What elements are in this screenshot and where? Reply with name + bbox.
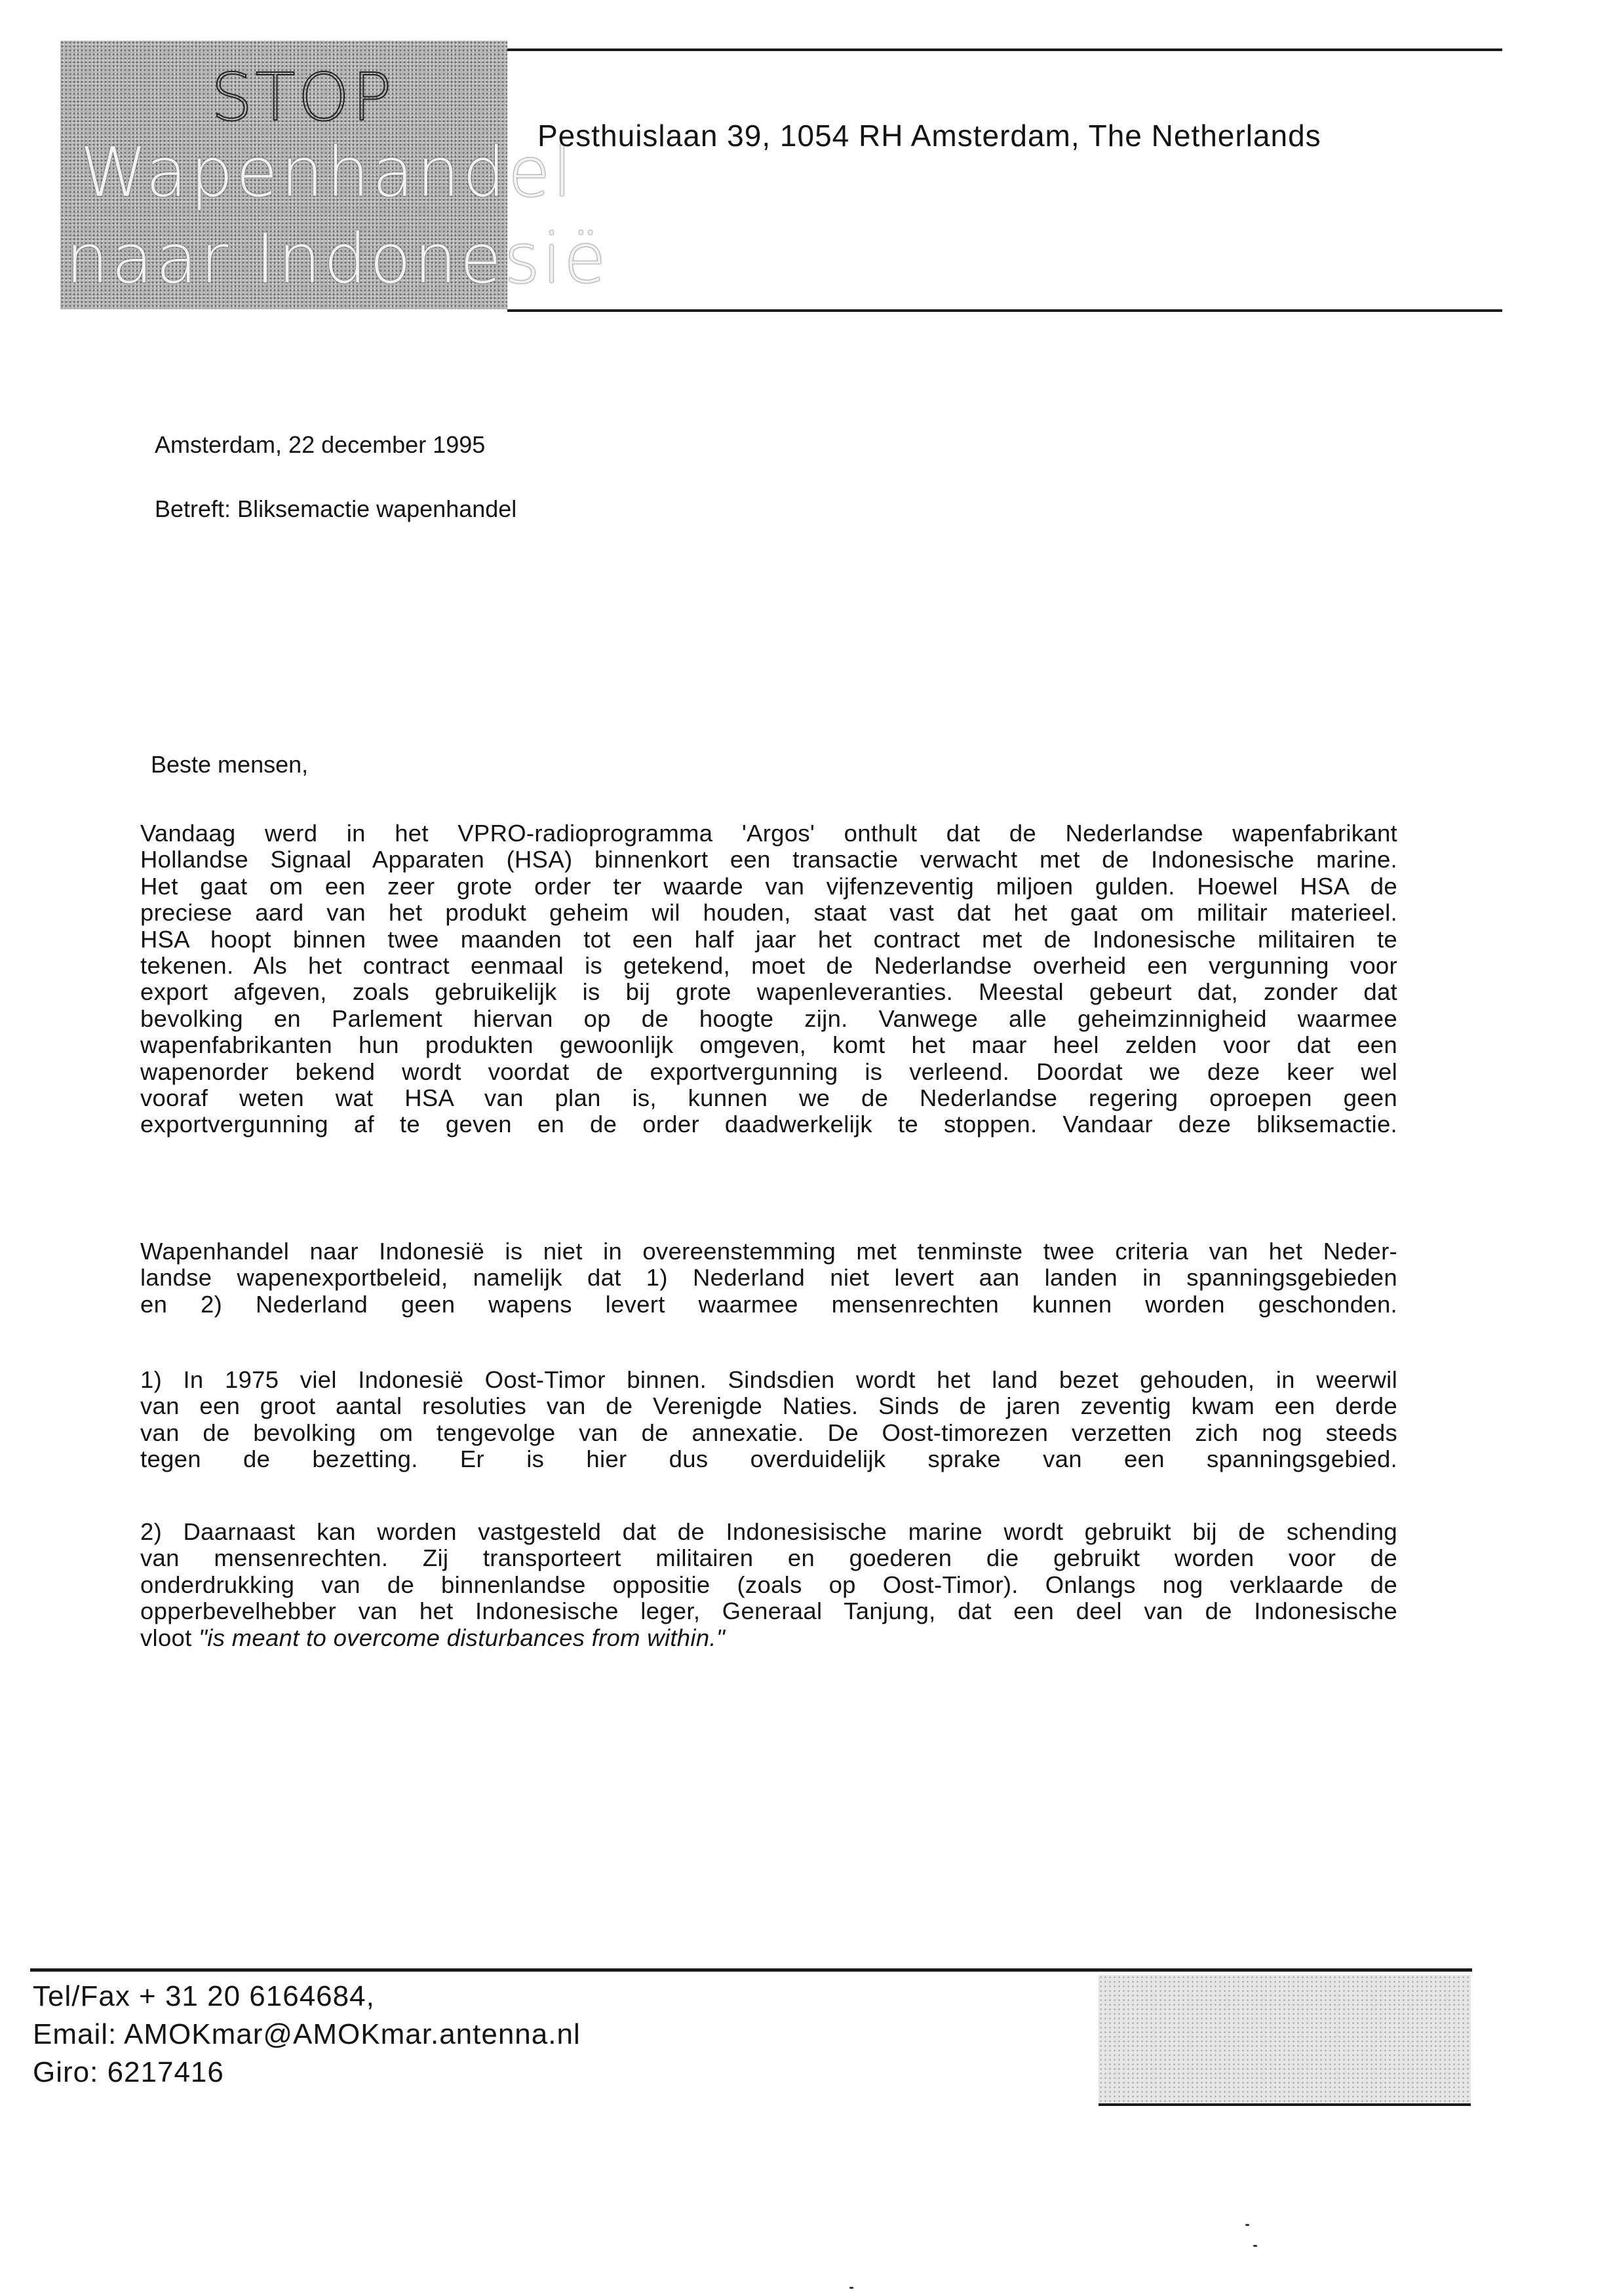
footer-giro: Giro: 6217416 bbox=[33, 2056, 224, 2088]
header-bottom-rule bbox=[507, 309, 1502, 312]
header-address: Pesthuislaan 39, 1054 RH Amsterdam, The Netherlands bbox=[537, 119, 1321, 153]
text-line: export afgeven, zoals gebruikelijk is bij grote wapenleveranties. Meestal gebeurt dat, zonder dat bbox=[140, 978, 1397, 1006]
scan-speck bbox=[1245, 2224, 1249, 2226]
footer-rule bbox=[30, 1968, 1472, 1972]
letter-date: Amsterdam, 22 december 1995 bbox=[155, 431, 486, 458]
body-paragraph-3 bbox=[140, 1367, 1397, 1473]
logo-line-wapenhandel: Wapenhandel bbox=[80, 132, 575, 212]
footer-halftone-block bbox=[1099, 1975, 1471, 2103]
text-line: wapenfabrikanten hun produkten gewoonlijk omgeven, komt het maar heel zelden voor dat een bbox=[140, 1031, 1397, 1059]
text-line: vooraf weten wat HSA van plan is, kunnen we de Nederlandse regering oproepen geen bbox=[140, 1084, 1397, 1112]
logo-line-indonesie: naar Indonesië bbox=[66, 219, 609, 299]
scan-speck bbox=[849, 2287, 853, 2289]
text-line: van een groot aantal resoluties van de Verenigde Naties. Sinds de jaren zeventig kwam een derde bbox=[140, 1392, 1397, 1420]
organization-logo bbox=[60, 41, 609, 309]
text-line: Hollandse Signaal Apparaten (HSA) binnenkort een transactie verwacht met de Indonesische marine. bbox=[140, 846, 1397, 873]
text-line: exportvergunning af te geven en de order daadwerkelijk te stoppen. Vandaar deze bliksemactie. bbox=[140, 1111, 1397, 1138]
footer-bottom-rule bbox=[1099, 2103, 1471, 2106]
letter-salutation: Beste mensen, bbox=[151, 751, 309, 778]
logo-line-stop: STOP bbox=[211, 59, 395, 136]
body-paragraph-1 bbox=[140, 820, 1397, 1138]
text-line-final bbox=[140, 1625, 1397, 1651]
footer-contact bbox=[33, 1978, 581, 2092]
text-line: tekenen. Als het contract eenmaal is getekend, moet de Nederlandse overheid een vergunning voor bbox=[140, 952, 1397, 980]
text-line: 2) Daarnaast kan worden vastgesteld dat de Indonesisische marine wordt gebruikt bij de schending bbox=[140, 1518, 1397, 1545]
text-line: onderdrukking van de binnenlandse oppositie (zoals op Oost-Timor). Onlangs nog verklaarde de bbox=[140, 1571, 1397, 1598]
text-line: wapenorder bekend wordt voordat de exportvergunning is verleend. Doordat we deze keer wel bbox=[140, 1058, 1397, 1085]
text-line: Het gaat om een zeer grote order ter waarde van vijfenzeventig miljoen gulden. Hoewel HSA de bbox=[140, 872, 1397, 900]
text-line: HSA hoopt binnen twee maanden tot een half jaar het contract met de Indonesische militairen te bbox=[140, 925, 1397, 953]
text-line: Wapenhandel naar Indonesië is niet in overeenstemming met tenminste twee criteria van het Neder- bbox=[140, 1238, 1397, 1265]
footer-email: Email: AMOKmar@AMOKmar.antenna.nl bbox=[33, 2018, 581, 2050]
text-line: preciese aard van het produkt geheim wil houden, staat vast dat het gaat om militair materieel. bbox=[140, 899, 1397, 927]
body-paragraph-2 bbox=[140, 1238, 1397, 1318]
text-line: 1) In 1975 viel Indonesië Oost-Timor binnen. Sindsdien wordt het land bezet gehouden, in weerwil bbox=[140, 1366, 1397, 1393]
final-line-prefix: vloot bbox=[140, 1624, 199, 1651]
text-line: en 2) Nederland geen wapens levert waarmee mensenrechten kunnen worden geschonden. bbox=[140, 1290, 1397, 1318]
quoted-statement: "is meant to overcome disturbances from within." bbox=[199, 1624, 726, 1651]
text-line: Vandaag werd in het VPRO-radioprogramma 'Argos' onthult dat de Nederlandse wapenfabrikant bbox=[140, 820, 1397, 847]
text-line: van mensenrechten. Zij transporteert militairen en goederen die gebruikt worden voor de bbox=[140, 1544, 1397, 1572]
text-line: landse wapenexportbeleid, namelijk dat 1) Nederland niet levert aan landen in spanningsgebieden bbox=[140, 1264, 1397, 1292]
letter-subject: Betreft: Bliksemactie wapenhandel bbox=[155, 495, 517, 522]
text-line: van de bevolking om tengevolge van de annexatie. De Oost-timorezen verzetten zich nog steeds bbox=[140, 1419, 1397, 1446]
scan-speck bbox=[1253, 2245, 1257, 2247]
footer-telfax: Tel/Fax + 31 20 6164684, bbox=[33, 1980, 375, 2012]
text-line: opperbevelhebber van het Indonesische leger, Generaal Tanjung, dat een deel van de Indonesische bbox=[140, 1598, 1397, 1625]
text-line: bevolking en Parlement hiervan op de hoogte zijn. Vanwege alle geheimzinnigheid waarmee bbox=[140, 1004, 1397, 1032]
text-line: tegen de bezetting. Er is hier dus overduidelijk sprake van een spanningsgebied. bbox=[140, 1445, 1397, 1473]
body-paragraph-4 bbox=[140, 1519, 1397, 1651]
